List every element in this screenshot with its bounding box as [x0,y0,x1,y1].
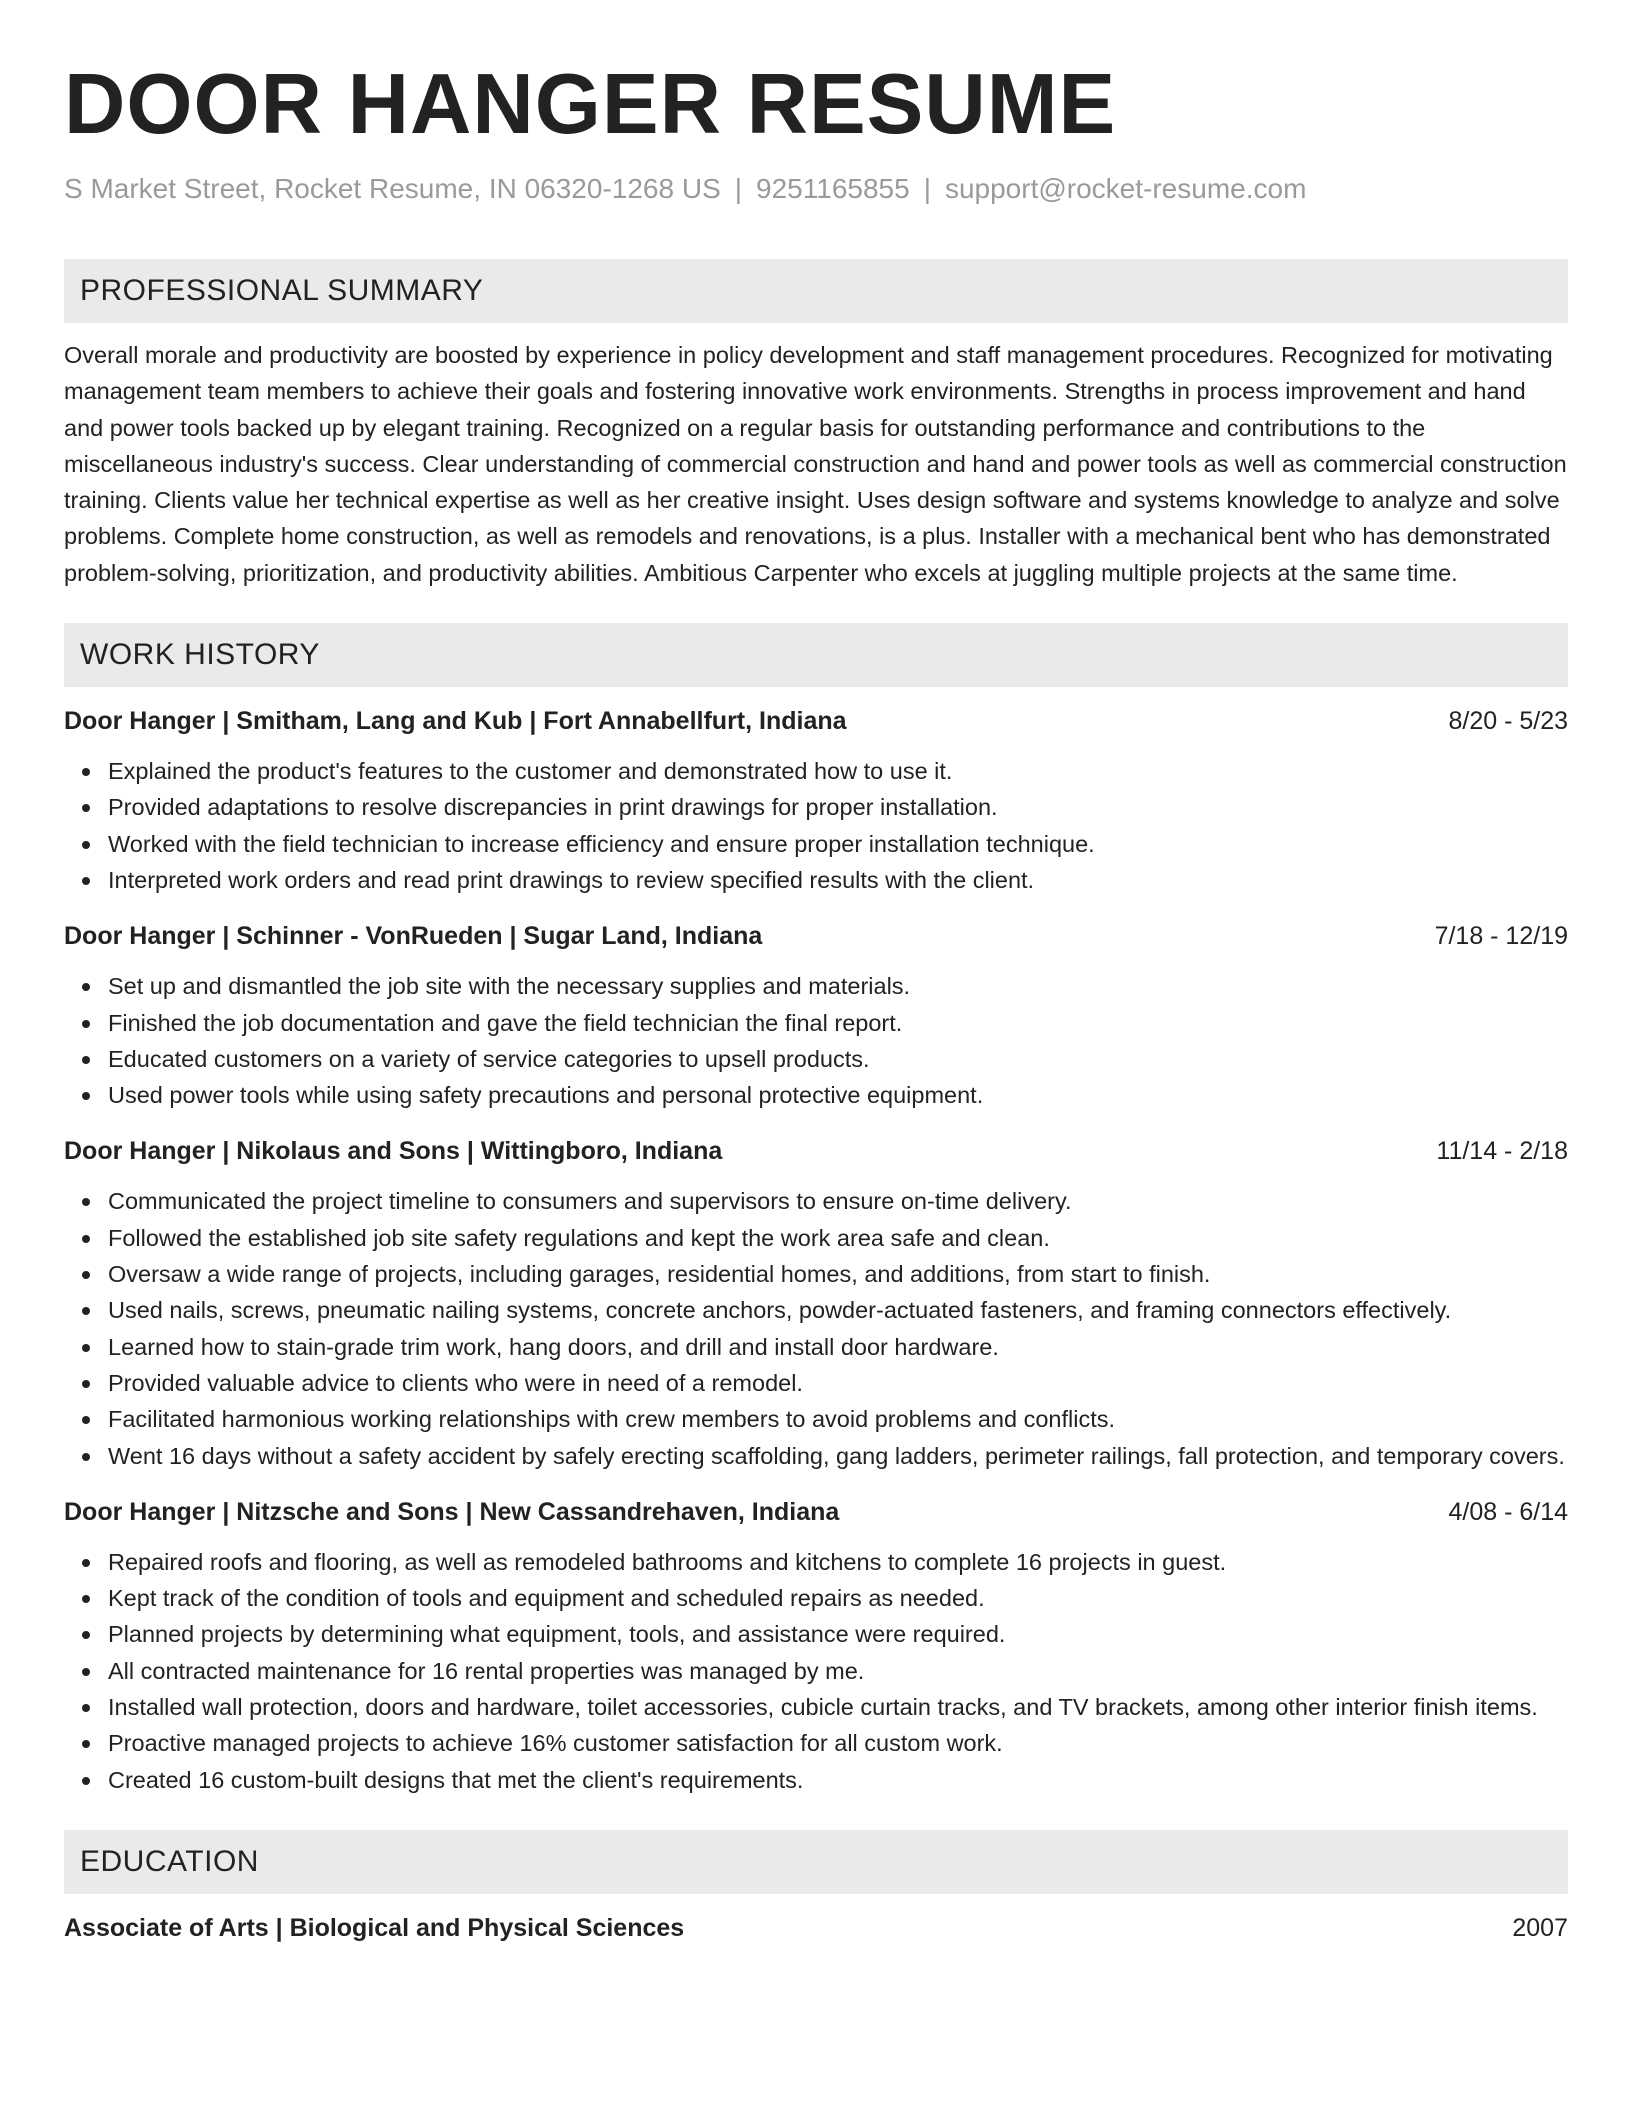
job-bullet: Used power tools while using safety precautions and personal protective equipment. [108,1077,1568,1113]
job-header [64,1494,1568,1530]
job-bullet: Followed the established job site safety regulations and kept the work area safe and clean. [108,1220,1568,1256]
job-dates: 8/20 - 5/23 [1448,707,1568,736]
job-bullet: Communicated the project timeline to consumers and supervisors to ensure on-time delivery. [108,1183,1568,1219]
job-bullet: Facilitated harmonious working relationships with crew members to avoid problems and conflicts. [108,1401,1568,1437]
job-dates: 7/18 - 12/19 [1434,922,1568,951]
education-entry [64,1910,1568,1946]
professional-summary-text: Overall morale and productivity are boosted by experience in policy development and staff management procedures. Recognized for motivating management team members to achieve their goals and fostering innovative work environments. Strengths in process improvement and hand and power tools backed up by elegant training. Recognized on a regular basis for outstanding performance and contributions to the miscellaneous industry's success. Clear understanding of commercial construction and hand and power tools as well as commercial construction training. Clients value her technical expertise as well as her creative insight. Uses design software and systems knowledge to analyze and solve problems. Complete home construction, as well as remodels and renovations, is a plus. Installer with a mechanical bent who has demonstrated problem-solving, prioritization, and productivity abilities. Ambitious Carpenter who excels at juggling multiple projects at the same time. [64,342,1567,586]
work-history-heading: WORK HISTORY [64,623,1568,687]
job-bullet: Finished the job documentation and gave the field technician the final report. [108,1005,1568,1041]
job-bullets [64,1183,1568,1473]
job-entry [64,703,1568,898]
job-entry [64,1494,1568,1798]
job-entry [64,1133,1568,1473]
job-header [64,918,1568,954]
job-title: Door Hanger | Smitham, Lang and Kub | Fort Annabellfurt, Indiana [64,707,847,736]
job-bullet: Educated customers on a variety of service categories to upsell products. [108,1041,1568,1077]
contact-separator: | [923,173,931,204]
job-dates: 11/14 - 2/18 [1436,1137,1568,1166]
job-bullet: All contracted maintenance for 16 rental properties was managed by me. [108,1653,1568,1689]
education-year: 2007 [1512,1913,1568,1942]
job-title: Door Hanger | Nitzsche and Sons | New Cassandrehaven, Indiana [64,1497,840,1526]
job-bullet: Created 16 custom-built designs that met the client's requirements. [108,1762,1568,1798]
job-bullet: Proactive managed projects to achieve 16% customer satisfaction for all custom work. [108,1725,1568,1761]
job-header [64,703,1568,739]
job-title: Door Hanger | Schinner - VonRueden | Sugar Land, Indiana [64,922,763,951]
job-bullet: Installed wall protection, doors and hardware, toilet accessories, cubicle curtain tracks, and TV brackets, among other interior finish items. [108,1689,1568,1725]
contact-phone: 9251165855 [756,173,910,204]
job-bullet: Worked with the field technician to increase efficiency and ensure proper installation technique. [108,826,1568,862]
job-bullet: Provided valuable advice to clients who were in need of a remodel. [108,1365,1568,1401]
job-header [64,1133,1568,1169]
job-title: Door Hanger | Nikolaus and Sons | Wittingboro, Indiana [64,1137,723,1166]
contact-address: S Market Street, Rocket Resume, IN 06320-1268 US [64,173,721,204]
contact-line [64,171,1568,207]
job-bullet: Set up and dismantled the job site with the necessary supplies and materials. [108,968,1568,1004]
job-bullet: Kept track of the condition of tools and equipment and scheduled repairs as needed. [108,1580,1568,1616]
job-bullet: Repaired roofs and flooring, as well as remodeled bathrooms and kitchens to complete 16 projects in guest. [108,1544,1568,1580]
job-bullet: Went 16 days without a safety accident by safely erecting scaffolding, gang ladders, perimeter railings, fall protection, and temporary covers. [108,1438,1568,1474]
job-entry [64,918,1568,1113]
job-bullet: Oversaw a wide range of projects, including garages, residential homes, and additions, from start to finish. [108,1256,1568,1292]
job-bullet: Learned how to stain-grade trim work, hang doors, and drill and install door hardware. [108,1329,1568,1365]
job-bullet: Interpreted work orders and read print drawings to review specified results with the client. [108,862,1568,898]
job-bullet: Provided adaptations to resolve discrepancies in print drawings for proper installation. [108,789,1568,825]
job-bullets [64,968,1568,1113]
job-dates: 4/08 - 6/14 [1448,1497,1568,1526]
resume-title: DOOR HANGER RESUME [64,57,1117,152]
contact-email: support@rocket-resume.com [944,173,1307,204]
professional-summary-heading: PROFESSIONAL SUMMARY [64,259,1568,323]
contact-separator: | [734,173,743,204]
education-degree: Associate of Arts | Biological and Physical Sciences [64,1913,685,1942]
job-bullets [64,753,1568,898]
job-bullet: Planned projects by determining what equipment, tools, and assistance were required. [108,1616,1568,1652]
job-bullet: Used nails, screws, pneumatic nailing systems, concrete anchors, powder-actuated fasteners, and framing connectors effectively. [108,1292,1568,1328]
job-bullet: Explained the product's features to the customer and demonstrated how to use it. [108,753,1568,789]
job-bullets [64,1544,1568,1798]
education-heading: EDUCATION [64,1830,1568,1894]
